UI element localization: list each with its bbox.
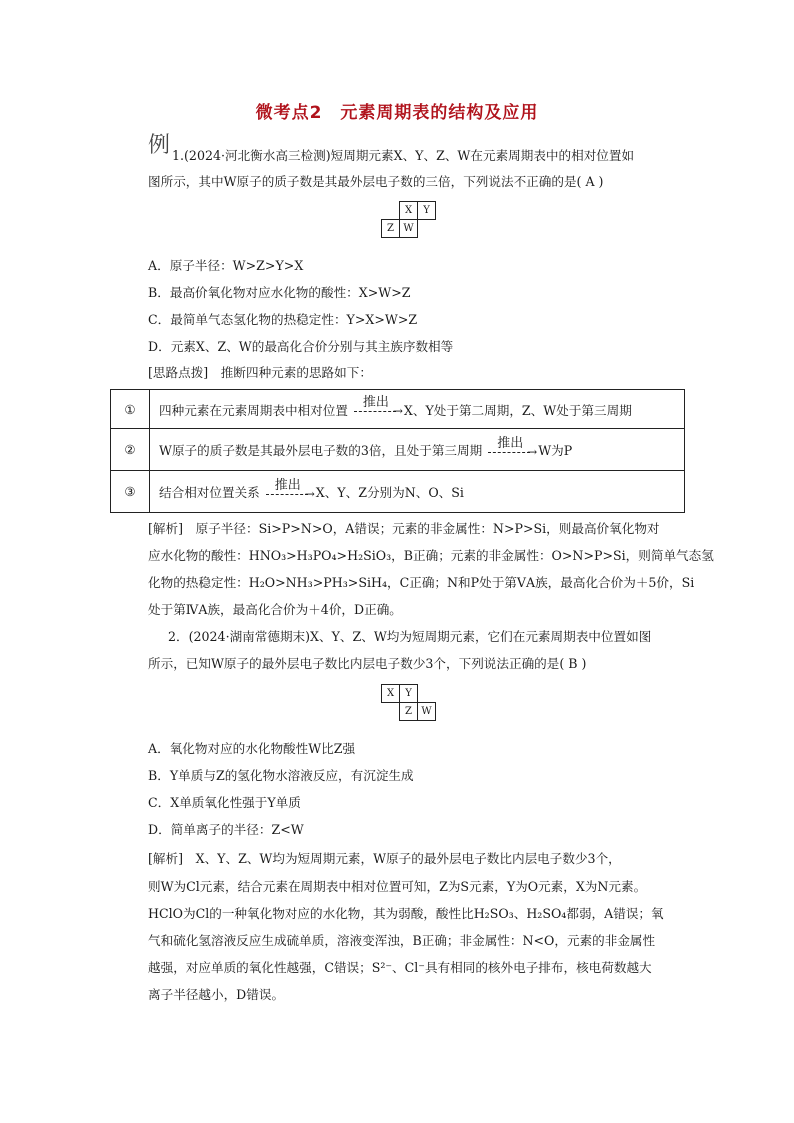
q1-analysis-line: 化物的热稳定性：H₂O>NH₃>PH₃>SiH₄，C正确；N和P处于第ⅤA族，最高化合价为＋5价，Si (148, 575, 695, 590)
q2-cell: Y (400, 685, 418, 703)
q1-analysis-line: [解析] 原子半径：Si>P>N>O，A错误；元素的非金属性：N>P>Si，则最高价氧化物对 (148, 521, 660, 536)
q2-stem-line-1: 2．(2024·湖南常德期末)X、Y、Z、W均为短周期元素，它们在元素周期表中位置如图 (168, 629, 652, 644)
example-mark: 例 (148, 133, 171, 158)
q1-hint-table (110, 389, 685, 513)
q2-analysis-line: HClO为Cl的一种氧化物对应的水化物，其为弱酸，酸性比H₂SO₃、H₂SO₄都弱，A错误；氧 (148, 906, 664, 921)
q2-option-d: D．简单离子的半径：Z<W (148, 822, 304, 837)
hint-row (111, 429, 685, 471)
q1-stem-line-1: 1.(2024·河北衡水高三检测)短周期元素X、Y、Z、W在元素周期表中的相对位置如 (172, 148, 635, 163)
q1-option-c: C．最简单气态氢化物的热稳定性：Y>X>W>Z (148, 312, 418, 327)
q2-cell (418, 685, 436, 703)
q1-cell: Y (418, 202, 436, 220)
hint-row-premise: 四种元素在元素周期表中相对位置 (159, 402, 348, 418)
q2-analysis-line: 离子半径越小，D错误。 (148, 987, 285, 1002)
q2-analysis-line: 则W为Cl元素，结合元素在周期表中相对位置可知，Z为S元素，Y为O元素，X为N元素。 (148, 879, 647, 894)
hint-row-premise: 结合相对位置关系 (159, 485, 260, 500)
hint-row-number: ② (111, 429, 150, 471)
q2-cell: W (418, 703, 436, 721)
q2-cell (382, 703, 400, 721)
page-title: 微考点2 元素周期表的结构及应用 (255, 103, 539, 123)
hint-row (111, 390, 685, 429)
q2-option-a: A．氧化物对应的水化物酸性W比Z强 (148, 741, 356, 756)
q1-cell: X (400, 202, 418, 220)
hint-row-conclusion: X、Y处于第二周期，Z、W处于第三周期 (403, 402, 632, 418)
q2-analysis-line: 越强，对应单质的氧化性越强，C错误；S²⁻、Cl⁻具有相同的核外电子排布，核电荷数越大 (148, 960, 652, 975)
q1-option-b: B．最高价氧化物对应水化物的酸性：X>W>Z (148, 285, 411, 300)
hint-row-number: ① (111, 390, 150, 429)
deduce-arrow-icon: 推出 → (484, 446, 536, 458)
q1-cell: Z (382, 220, 400, 238)
q1-option-d: D．元素X、Z、W的最高化合价分别与其主族序数相等 (148, 339, 454, 354)
q1-hint-intro: [思路点拨] 推断四种元素的思路如下： (148, 365, 372, 380)
hint-row-number: ③ (111, 471, 150, 513)
hint-row (111, 471, 685, 513)
q2-option-b: B．Y单质与Z的氢化物水溶液反应，有沉淀生成 (148, 768, 414, 783)
q2-option-c: C．X单质氧化性强于Y单质 (148, 795, 301, 810)
q1-cell: W (400, 220, 418, 238)
hint-row-conclusion: W为P (538, 443, 573, 458)
hint-row-conclusion: X、Y、Z分别为N、O、Si (315, 485, 464, 500)
q1-periodic-table-fragment (381, 201, 436, 238)
q1-analysis-line: 处于第ⅣA族，最高化合价为＋4价，D正确。 (148, 602, 402, 617)
q2-analysis-line: [解析] X、Y、Z、W均为短周期元素，W原子的最外层电子数比内层电子数少3个， (148, 851, 621, 866)
deduce-arrow-icon: 推出 → (350, 405, 402, 417)
q2-stem-line-2: 所示，已知W原子的最外层电子数比内层电子数少3个，下列说法正确的是( B ) (148, 656, 587, 671)
q1-analysis-line: 应水化物的酸性：HNO₃>H₃PO₄>H₂SiO₃，B正确；元素的非金属性：O>N>P>Si，则简单气态氢 (148, 548, 714, 563)
q2-periodic-table-fragment (381, 684, 436, 721)
q2-cell: Z (400, 703, 418, 721)
q2-cell: X (382, 685, 400, 703)
q1-cell (382, 202, 400, 220)
q2-analysis-line: 气和硫化氢溶液反应生成硫单质，溶液变浑浊，B正确；非金属性：N<O，元素的非金属性 (148, 933, 656, 948)
q1-option-a: A．原子半径：W>Z>Y>X (148, 258, 304, 273)
q1-cell (418, 220, 436, 238)
q1-stem-line-2: 图所示，其中W原子的质子数是其最外层电子数的三倍，下列说法不正确的是( A ) (148, 174, 604, 189)
deduce-arrow-icon: 推出 → (262, 488, 314, 500)
hint-row-premise: W原子的质子数是其最外层电子数的3倍，且处于第三周期 (159, 443, 483, 458)
